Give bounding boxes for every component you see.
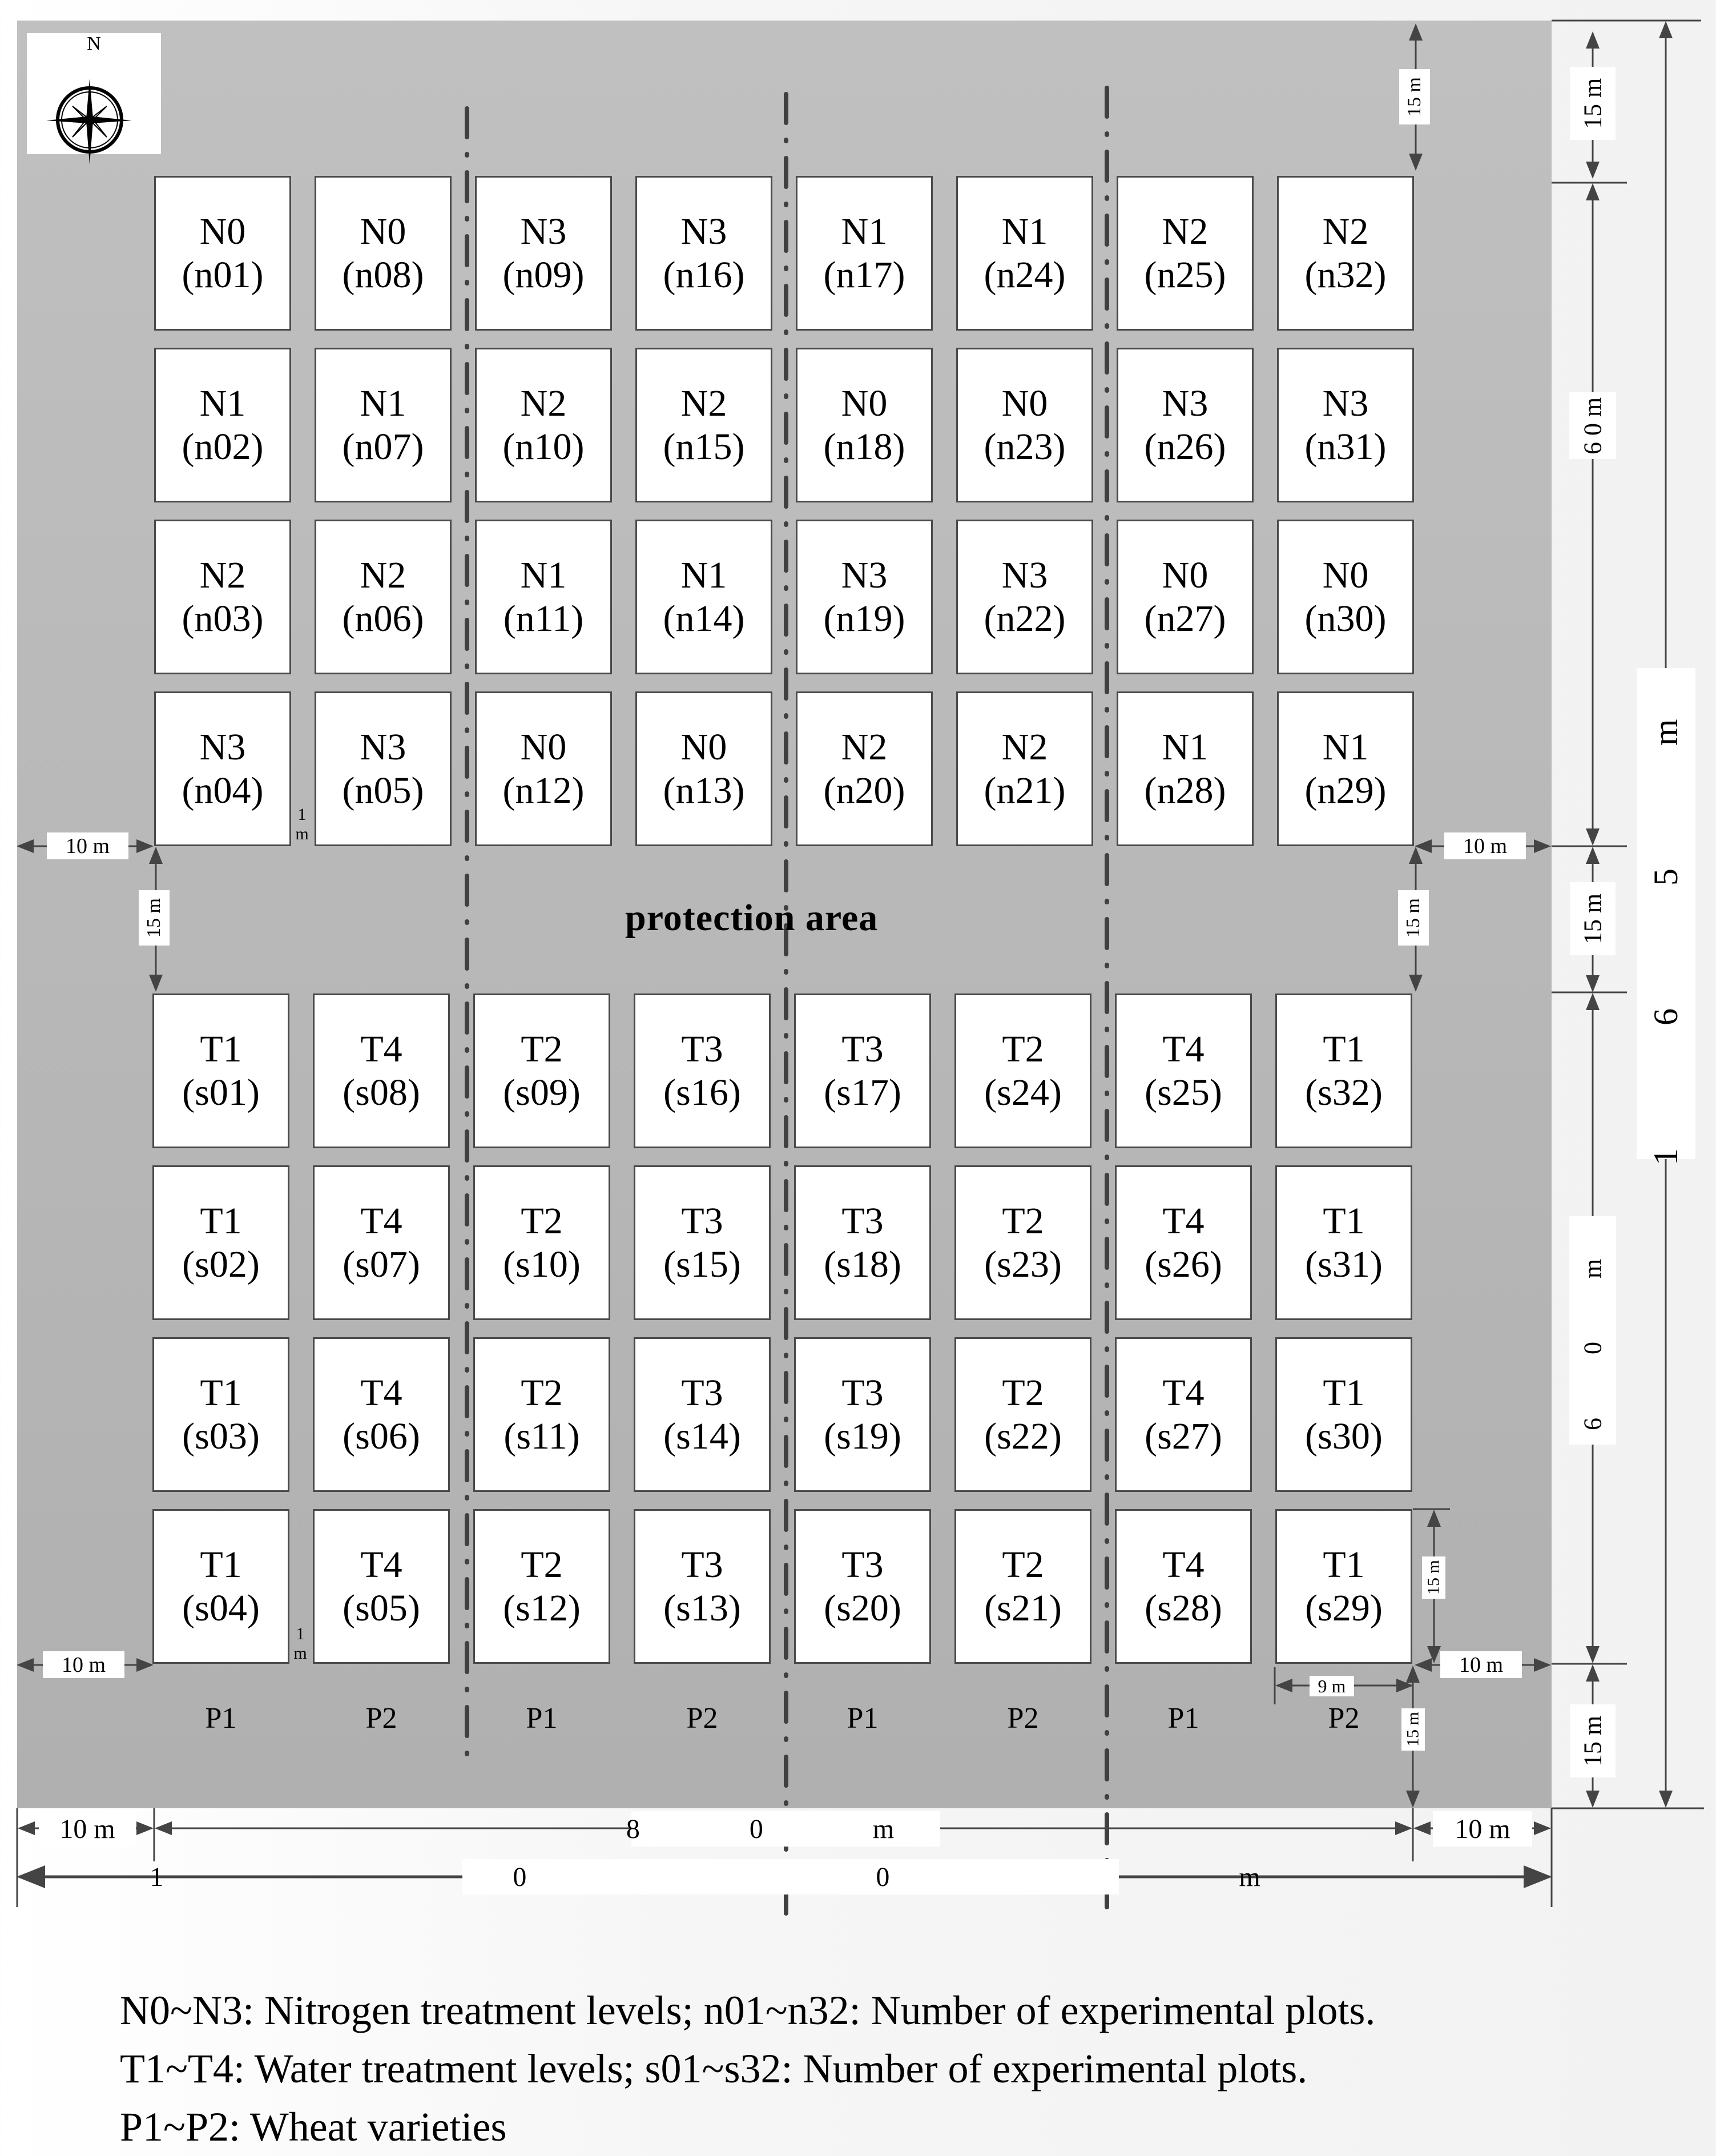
variety-label: P1 (1167, 1702, 1199, 1735)
nitrogen-treatment-label: N0 (841, 382, 888, 424)
dim-protection-inner-right: 15 m (1398, 890, 1429, 946)
nitrogen-plot-number: (n23) (984, 425, 1066, 468)
water-plot-number: (s26) (1145, 1243, 1222, 1285)
water-treatment-label: T3 (841, 1200, 884, 1242)
water-plot (954, 993, 1091, 1148)
dim-protection-right: 15 m (1570, 882, 1616, 955)
water-treatment-label: T2 (521, 1028, 563, 1070)
nitrogen-plot (1277, 348, 1414, 502)
water-plot (1115, 1337, 1252, 1492)
water-treatment-label: T2 (1002, 1200, 1044, 1242)
nitrogen-plot-number: (n18) (823, 425, 905, 468)
nitrogen-treatment-label: N2 (1162, 210, 1209, 252)
water-plot (794, 993, 931, 1148)
nitrogen-plot-number: (n11) (503, 597, 584, 639)
nitrogen-plot (796, 176, 933, 331)
water-treatment-label: T1 (1323, 1543, 1365, 1586)
nitrogen-plot-number: (n12) (502, 769, 585, 811)
dim-right-top-margin: 15 m (1570, 67, 1616, 140)
nitrogen-treatment-label: N1 (1162, 726, 1209, 768)
nitrogen-treatment-label: N0 (680, 726, 727, 768)
water-plot-number: (s25) (1145, 1071, 1222, 1113)
nitrogen-plot (956, 176, 1093, 331)
nitrogen-plot-number: (n07) (342, 425, 424, 468)
nitrogen-treatment-label: N1 (680, 554, 727, 596)
water-plot-number: (s11) (503, 1415, 580, 1457)
nitrogen-plot (475, 176, 612, 331)
water-treatment-label: T2 (521, 1371, 563, 1414)
nitrogen-plot (1277, 691, 1414, 846)
nitrogen-plot (1277, 520, 1414, 674)
nitrogen-plot (635, 176, 772, 331)
nitrogen-treatment-label: N2 (680, 382, 727, 424)
water-plot-number: (s28) (1145, 1587, 1222, 1629)
water-plot (1275, 1509, 1412, 1664)
water-plot-number: (s04) (182, 1587, 260, 1629)
nitrogen-plot (315, 691, 452, 846)
compass-north-label: N (87, 33, 101, 54)
dim-bottom-right-margin: 10 m (1433, 1811, 1532, 1847)
dim-side-margin-right-t: 10 m (1440, 1651, 1522, 1678)
water-treatment-label: T3 (681, 1200, 723, 1242)
water-plot-number: (s29) (1305, 1587, 1383, 1629)
water-treatment-label: T4 (1162, 1371, 1205, 1414)
nitrogen-plot-number: (n25) (1144, 254, 1226, 296)
water-treatment-label: T1 (1323, 1371, 1365, 1414)
nitrogen-plot (1117, 520, 1254, 674)
water-plot-number: (s10) (503, 1243, 581, 1285)
nitrogen-plot-number: (n17) (823, 254, 905, 296)
legend-nitrogen: N0~N3: Nitrogen treatment levels; n01~n32: Number of experimental plots. (120, 1988, 1376, 2033)
nitrogen-plot-number: (n10) (502, 425, 585, 468)
nitrogen-plot (635, 520, 772, 674)
water-plot (1275, 1165, 1412, 1320)
nitrogen-plot-number: (n32) (1304, 254, 1387, 296)
dim-bottom-margin-inner: 15 m (1401, 1708, 1425, 1751)
gap-label-t: 1 m (293, 1624, 307, 1663)
nitrogen-plot-number: (n21) (984, 769, 1066, 811)
nitrogen-plot (796, 348, 933, 502)
nitrogen-plot-number: (n27) (1144, 597, 1226, 639)
dim-top-margin: 15 m (1399, 69, 1430, 124)
nitrogen-treatment-label: N1 (841, 210, 888, 252)
water-plot (954, 1165, 1091, 1320)
water-treatment-label: T3 (681, 1028, 723, 1070)
legend-water: T1~T4: Water treatment levels; s01~s32: Number of experimental plots. (120, 2046, 1308, 2091)
water-treatment-label: T4 (1162, 1543, 1205, 1586)
nitrogen-plot (956, 691, 1093, 846)
water-plot (794, 1165, 931, 1320)
water-treatment-label: T3 (841, 1543, 884, 1586)
nitrogen-treatment-label: N2 (841, 726, 888, 768)
water-plot (473, 1337, 610, 1492)
water-plot (1115, 1165, 1252, 1320)
nitrogen-treatment-label: N3 (680, 210, 727, 252)
water-plot (794, 1509, 931, 1664)
nitrogen-plot (315, 520, 452, 674)
nitrogen-treatment-label: N3 (1162, 382, 1209, 424)
nitrogen-treatment-label: N1 (1322, 726, 1369, 768)
nitrogen-treatment-label: N0 (1001, 382, 1048, 424)
water-plot (473, 1509, 610, 1664)
nitrogen-plot (1277, 176, 1414, 331)
water-treatment-label: T1 (200, 1200, 242, 1242)
water-plot-number: (s16) (663, 1071, 741, 1113)
water-plot (313, 993, 450, 1148)
nitrogen-treatment-label: N3 (1001, 554, 1048, 596)
dim-n-block-height: 6 0 m (1569, 392, 1616, 459)
nitrogen-plot (635, 348, 772, 502)
water-plot (313, 1165, 450, 1320)
dim-plot-height: 15 m (1422, 1556, 1445, 1599)
nitrogen-plot-number: (n20) (823, 769, 905, 811)
water-plot-number: (s02) (182, 1243, 260, 1285)
water-plot-number: (s06) (343, 1415, 420, 1457)
nitrogen-treatment-label: N0 (1322, 554, 1369, 596)
nitrogen-treatment-label: N2 (199, 554, 246, 596)
legend (120, 1981, 1375, 2156)
water-treatment-label: T3 (841, 1371, 884, 1414)
nitrogen-plot-number: (n06) (342, 597, 424, 639)
water-plot-number: (s22) (984, 1415, 1062, 1457)
nitrogen-treatment-label: N0 (1162, 554, 1209, 596)
variety-label: P1 (526, 1702, 558, 1735)
nitrogen-plot-number: (n28) (1144, 769, 1226, 811)
nitrogen-plot (315, 176, 452, 331)
nitrogen-plot (956, 348, 1093, 502)
dim-total-height: 1 6 5 m (1637, 668, 1695, 1159)
dim-protection-left: 15 m (139, 890, 170, 946)
nitrogen-plot (956, 520, 1093, 674)
nitrogen-treatment-label: N3 (360, 726, 406, 768)
water-plot-number: (s30) (1305, 1415, 1383, 1457)
water-plot (152, 1337, 289, 1492)
water-treatment-label: T3 (681, 1371, 723, 1414)
water-plot-number: (s01) (182, 1071, 260, 1113)
water-treatment-label: T4 (360, 1200, 402, 1242)
nitrogen-plot-number: (n15) (663, 425, 745, 468)
nitrogen-plot-number: (n31) (1304, 425, 1387, 468)
nitrogen-plot-number: (n08) (342, 254, 424, 296)
water-plot-number: (s31) (1305, 1243, 1383, 1285)
water-plot (1115, 1509, 1252, 1664)
nitrogen-treatment-label: N1 (1001, 210, 1048, 252)
nitrogen-plot (315, 348, 452, 502)
water-plot-number: (s12) (503, 1587, 581, 1629)
nitrogen-plot-number: (n14) (663, 597, 745, 639)
dim-side-margin-left-n: 10 m (47, 832, 128, 859)
water-treatment-label: T3 (681, 1543, 723, 1586)
water-plot (313, 1509, 450, 1664)
water-plot (473, 993, 610, 1148)
water-treatment-label: T2 (521, 1543, 563, 1586)
nitrogen-plot-number: (n24) (984, 254, 1066, 296)
water-treatment-label: T1 (200, 1028, 242, 1070)
nitrogen-plot (1117, 176, 1254, 331)
dim-bottom-left-margin: 10 m (39, 1811, 136, 1847)
nitrogen-treatment-label: N0 (520, 726, 567, 768)
water-treatment-label: T3 (841, 1028, 884, 1070)
nitrogen-plot (475, 520, 612, 674)
nitrogen-treatment-label: N0 (360, 210, 406, 252)
nitrogen-plot (154, 348, 291, 502)
water-plot-number: (s21) (984, 1587, 1062, 1629)
water-plot-number: (s08) (343, 1071, 420, 1113)
water-plot (473, 1165, 610, 1320)
water-treatment-label: T2 (521, 1200, 563, 1242)
nitrogen-treatment-label: N1 (360, 382, 406, 424)
water-treatment-label: T4 (360, 1028, 402, 1070)
nitrogen-plot (475, 348, 612, 502)
dim-side-margin-right-n: 10 m (1444, 832, 1526, 859)
nitrogen-treatment-label: N0 (199, 210, 246, 252)
nitrogen-plot (1117, 691, 1254, 846)
water-treatment-label: T1 (1323, 1200, 1365, 1242)
water-plot-number: (s07) (343, 1243, 420, 1285)
water-plot (152, 1165, 289, 1320)
water-plot-number: (s15) (663, 1243, 741, 1285)
water-plot (313, 1337, 450, 1492)
variety-label: P1 (205, 1702, 237, 1735)
nitrogen-treatment-label: N3 (841, 554, 888, 596)
nitrogen-plot (796, 691, 933, 846)
water-treatment-label: T4 (360, 1371, 402, 1414)
water-plot-number: (s09) (503, 1071, 581, 1113)
water-plot (634, 1165, 771, 1320)
water-treatment-label: T2 (1002, 1371, 1044, 1414)
water-treatment-label: T4 (1162, 1028, 1205, 1070)
legend-varieties: P1~P2: Wheat varieties (120, 2104, 507, 2150)
nitrogen-plot-number: (n04) (182, 769, 264, 811)
nitrogen-treatment-label: N1 (199, 382, 246, 424)
water-plot-number: (s13) (663, 1587, 741, 1629)
water-plot-number: (s14) (663, 1415, 741, 1457)
gap-label-n: 1 m (295, 805, 309, 843)
water-plot (1115, 993, 1252, 1148)
nitrogen-treatment-label: N1 (520, 554, 567, 596)
water-plot (152, 1509, 289, 1664)
water-plot-number: (s19) (824, 1415, 901, 1457)
protection-area-label: protection area (625, 897, 879, 939)
water-plot (152, 993, 289, 1148)
dim-bottom-margin-right: 15 m (1570, 1704, 1616, 1777)
water-plot-number: (s27) (1145, 1415, 1222, 1457)
water-treatment-label: T1 (1323, 1028, 1365, 1070)
nitrogen-plot (475, 691, 612, 846)
water-treatment-label: T4 (360, 1543, 402, 1586)
water-treatment-label: T4 (1162, 1200, 1205, 1242)
dim-t-block-height: 6 0 m (1569, 1216, 1616, 1445)
water-plot (1275, 1337, 1412, 1492)
dim-plot-width: 9 m (1310, 1676, 1354, 1696)
nitrogen-plot (635, 691, 772, 846)
nitrogen-plot (154, 176, 291, 331)
water-plot (634, 993, 771, 1148)
water-treatment-label: T1 (200, 1543, 242, 1586)
nitrogen-plot (796, 520, 933, 674)
water-plot-number: (s24) (984, 1071, 1062, 1113)
nitrogen-plot-number: (n05) (342, 769, 424, 811)
nitrogen-plot-number: (n02) (182, 425, 264, 468)
water-plot (794, 1337, 931, 1492)
water-plot-number: (s17) (824, 1071, 901, 1113)
nitrogen-treatment-label: N3 (520, 210, 567, 252)
nitrogen-treatment-label: N3 (1322, 382, 1369, 424)
variety-label: P2 (365, 1702, 397, 1735)
water-plot-number: (s05) (343, 1587, 420, 1629)
nitrogen-plot-number: (n16) (663, 254, 745, 296)
nitrogen-plot-number: (n01) (182, 254, 264, 296)
water-plot-number: (s32) (1305, 1071, 1383, 1113)
nitrogen-plot-number: (n09) (502, 254, 585, 296)
variety-label: P2 (1328, 1702, 1360, 1735)
water-plot-number: (s18) (824, 1243, 901, 1285)
nitrogen-treatment-label: N2 (520, 382, 567, 424)
water-plot-number: (s20) (824, 1587, 901, 1629)
nitrogen-treatment-label: N2 (1322, 210, 1369, 252)
water-treatment-label: T2 (1002, 1543, 1044, 1586)
water-plot (634, 1509, 771, 1664)
variety-label: P1 (847, 1702, 879, 1735)
dim-inner-width: 8 0 m (631, 1811, 940, 1847)
water-treatment-label: T1 (200, 1371, 242, 1414)
nitrogen-treatment-label: N3 (199, 726, 246, 768)
nitrogen-plot (154, 691, 291, 846)
dim-side-margin-left-t: 10 m (43, 1651, 124, 1678)
variety-label: P2 (686, 1702, 718, 1735)
nitrogen-plot (1117, 348, 1254, 502)
water-plot (954, 1337, 1091, 1492)
water-plot (634, 1337, 771, 1492)
variety-label: P2 (1007, 1702, 1039, 1735)
nitrogen-plot-number: (n13) (663, 769, 745, 811)
nitrogen-plot-number: (n19) (823, 597, 905, 639)
dim-total-width: 1 0 0 m (462, 1859, 1119, 1894)
nitrogen-treatment-label: N2 (1001, 726, 1048, 768)
water-plot-number: (s03) (182, 1415, 260, 1457)
nitrogen-treatment-label: N2 (360, 554, 406, 596)
water-plot (1275, 993, 1412, 1148)
nitrogen-plot-number: (n26) (1144, 425, 1226, 468)
nitrogen-plot-number: (n30) (1304, 597, 1387, 639)
nitrogen-plot (154, 520, 291, 674)
water-plot-number: (s23) (984, 1243, 1062, 1285)
nitrogen-plot-number: (n22) (984, 597, 1066, 639)
nitrogen-plot-number: (n03) (182, 597, 264, 639)
water-plot (954, 1509, 1091, 1664)
water-treatment-label: T2 (1002, 1028, 1044, 1070)
nitrogen-plot-number: (n29) (1304, 769, 1387, 811)
